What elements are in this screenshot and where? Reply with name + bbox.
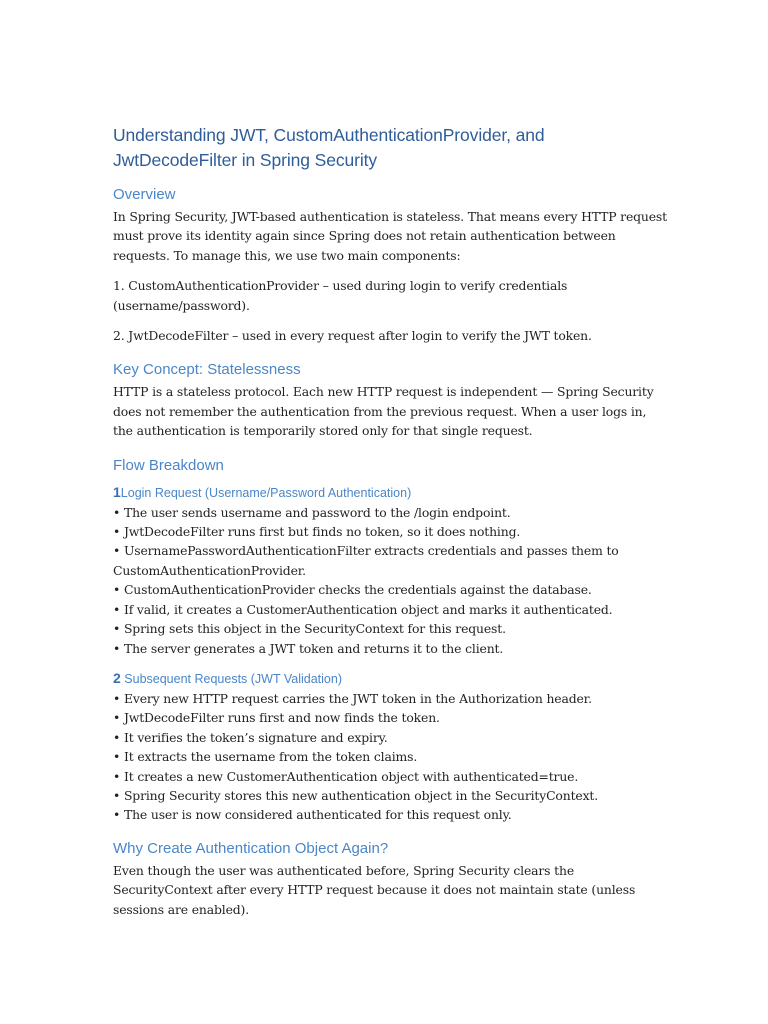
list-item: • UsernamePasswordAuthenticationFilter extracts credentials and passes them to CustomAuthenticationProvider. [113, 541, 668, 580]
step1-title: Login Request (Username/Password Authentication) [120, 485, 412, 500]
step2-list [113, 689, 668, 825]
why-heading: Why Create Authentication Object Again? [113, 839, 389, 857]
flow-heading: Flow Breakdown [113, 456, 224, 474]
list-item: • Spring sets this object in the SecurityContext for this request. [113, 619, 668, 638]
statelessness-heading: Key Concept: Statelessness [113, 361, 301, 379]
step2-heading [113, 669, 668, 688]
statelessness-paragraph: HTTP is a stateless protocol. Each new HTTP request is independent — Spring Security does not remember the authentication from the previous request. When a user logs in, the authentication is temporarily stored only for that single request. [113, 384, 654, 439]
list-item: • JwtDecodeFilter runs first but finds no token, so it does nothing. [113, 522, 668, 541]
why-paragraph: Even though the user was authenticated before, Spring Security clears the SecurityContext after every HTTP request because it does not maintain state (unless sessions are enabled). [113, 862, 636, 917]
step2-title: Subsequent Requests (JWT Validation) [124, 671, 342, 686]
list-item: • The user is now considered authenticated for this request only. [113, 805, 668, 824]
list-item: • The user sends username and password to the /login endpoint. [113, 503, 668, 522]
overview-item-2: 2. JwtDecodeFilter – used in every request after login to verify the JWT token. [113, 328, 592, 344]
overview-heading: Overview [113, 186, 176, 203]
step1-number: 1 [113, 483, 121, 500]
list-item: • Spring Security stores this new authentication object in the SecurityContext. [113, 786, 668, 805]
step1-list [113, 503, 668, 658]
list-item: • The server generates a JWT token and returns it to the client. [113, 639, 668, 658]
list-item: • It extracts the username from the token claims. [113, 747, 668, 766]
overview-item-1: 1. CustomAuthenticationProvider – used during login to verify credentials (username/password). [113, 278, 568, 313]
step1-heading [113, 483, 668, 502]
list-item: • CustomAuthenticationProvider checks the credentials against the database. [113, 580, 668, 599]
list-item: • JwtDecodeFilter runs first and now finds the token. [113, 708, 668, 727]
list-item: • It verifies the token’s signature and expiry. [113, 728, 668, 747]
step2-number: 2 [113, 669, 121, 686]
page-title: Understanding JWT, CustomAuthenticationProvider, and JwtDecodeFilter in Spring Security [113, 125, 545, 170]
list-item: • Every new HTTP request carries the JWT token in the Authorization header. [113, 689, 668, 708]
overview-paragraph: In Spring Security, JWT-based authentication is stateless. That means every HTTP request must prove its identity again since Spring does not retain authentication between requests. To manage this, we use two main components: [113, 209, 667, 263]
list-item: • It creates a new CustomerAuthentication object with authenticated=true. [113, 767, 668, 786]
list-item: • If valid, it creates a CustomerAuthentication object and marks it authenticated. [113, 600, 668, 619]
